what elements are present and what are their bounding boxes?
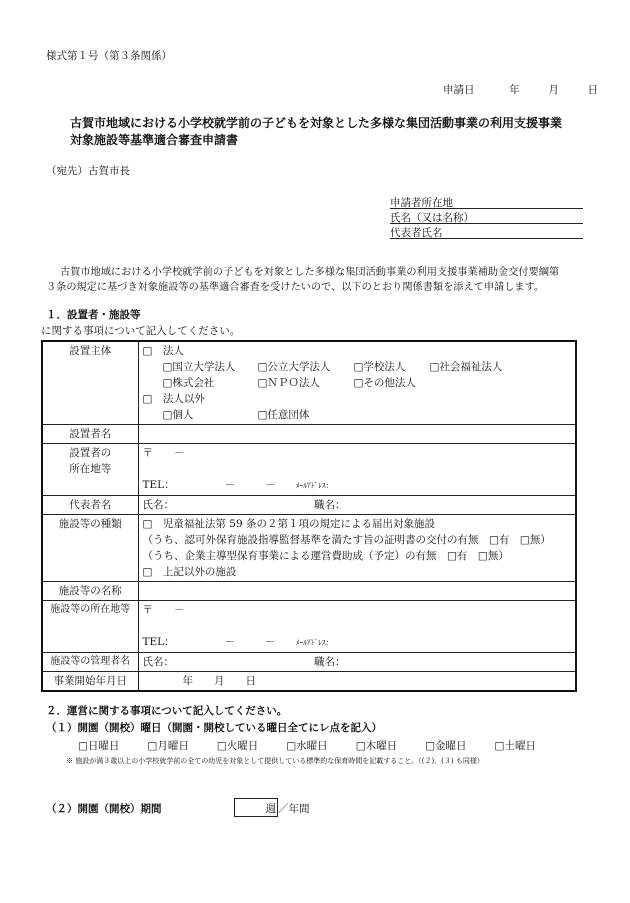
rep-name-label: 氏名： bbox=[142, 499, 174, 511]
founder-mail: ﾒｰﾙｱﾄﾞﾚｽ： bbox=[295, 481, 334, 490]
q2-title: （２）開園（開校）期間 bbox=[46, 803, 162, 815]
body-line-2: ３条の規定に基づき対象施設等の基準適合審査を受けたいので、以下のとおり関係書類を添えて申請します。 bbox=[46, 282, 545, 293]
title-line-2: 対象施設等基準適合審査申請書 bbox=[70, 133, 239, 147]
section2-title: ２．運営に関する事項について記入してください。 bbox=[46, 705, 288, 717]
addressee: （宛先）古賀市長 bbox=[46, 165, 130, 177]
applicant-rep-label: 代表者氏名 bbox=[390, 227, 443, 239]
facility-mail: ﾒｰﾙｱﾄﾞﾚｽ： bbox=[295, 638, 334, 647]
section1-sub: に関する事項について記入してください。 bbox=[41, 325, 241, 337]
date-day: 日 bbox=[587, 84, 599, 96]
founder-addr-label-2: 所在地等 bbox=[69, 463, 112, 475]
manager-name-label: 氏名： bbox=[142, 656, 174, 668]
manager-field[interactable] bbox=[138, 653, 576, 672]
title-line-1: 古賀市地域における小学校就学前の子どもを対象とした多様な集団活動事業の利用支援事業 bbox=[70, 116, 563, 130]
applicant-name-line bbox=[390, 223, 583, 224]
corp-title[interactable]: □ 法人 bbox=[142, 345, 184, 357]
founder-addr-label-1: 設置者の bbox=[69, 447, 112, 459]
type-option-other[interactable]: □ 上記以外の施設 bbox=[142, 566, 237, 578]
body-line-1: 古賀市地域における小学校就学前の子どもを対象とした多様な集団活動事業の利用支援事業補助金交付要綱第 bbox=[60, 267, 560, 278]
rep-title-label: 職名： bbox=[314, 499, 346, 511]
section1-title: １．設置者・施設等 bbox=[46, 309, 141, 321]
applicant-name-label: 氏名（又は名称） bbox=[390, 212, 474, 224]
type-option-1[interactable]: □ 児童福祉法第 59 条の２第１項の規定による届出対象施設 bbox=[142, 518, 435, 530]
day-saturday[interactable]: □土曜日 bbox=[494, 740, 536, 752]
founder-addr-label bbox=[42, 444, 138, 496]
manager-title-label: 職名： bbox=[314, 656, 346, 668]
founder-name-field[interactable] bbox=[138, 425, 576, 444]
facility-postal: 〒 － bbox=[142, 604, 185, 616]
facility-tel-dash-2: － bbox=[265, 636, 276, 648]
founder-tel-dash-1: － bbox=[224, 479, 236, 491]
noncorp-title[interactable]: □ 法人以外 bbox=[142, 393, 205, 405]
facility-addr-label: 施設等の所在地等 bbox=[42, 601, 138, 653]
q2-unit: 週 bbox=[265, 803, 276, 815]
option-npo[interactable]: □ＮＰＯ法人 bbox=[257, 377, 320, 389]
founder-tel: TEL： bbox=[142, 479, 175, 491]
weekday-options bbox=[78, 738, 564, 753]
founder-postal: 〒 － bbox=[142, 447, 185, 459]
date-label: 申請日 bbox=[443, 84, 475, 96]
facility-tel: TEL： bbox=[142, 636, 175, 648]
rep-label: 代表者名 bbox=[42, 496, 138, 515]
note: ※ 施設が満３歳以上の小学校就学前の全ての幼児を対象として提供している標準的な保育時間を記載すること。（(２)、(３) も同様） bbox=[66, 757, 484, 765]
date-year: 年 bbox=[509, 84, 520, 96]
type-option-enterprise[interactable]: （うち、企業主導型保育事業による運営費助成（予定）の有無 □有 □無） bbox=[142, 550, 509, 562]
type-label: 施設等の種類 bbox=[42, 515, 138, 582]
applicant-rep-line bbox=[390, 238, 583, 239]
type-option-certified[interactable]: （うち、認可外保育施設指導監督基準を満たす旨の証明書の交付の有無 □有 □無） bbox=[142, 534, 551, 546]
option-voluntary[interactable]: □任意団体 bbox=[257, 409, 310, 421]
facility-tel-dash-1: － bbox=[224, 636, 236, 648]
date-month: 月 bbox=[548, 84, 559, 96]
founder-options bbox=[138, 341, 576, 425]
start-field[interactable] bbox=[138, 672, 576, 692]
facility-name-label: 施設等の名称 bbox=[42, 582, 138, 601]
day-wednesday[interactable]: □水曜日 bbox=[286, 740, 328, 752]
start-value: 年 月 日 bbox=[182, 675, 256, 687]
founder-row bbox=[42, 341, 576, 425]
option-public-univ[interactable]: □公立大学法人 bbox=[257, 361, 331, 373]
day-monday[interactable]: □月曜日 bbox=[147, 740, 189, 752]
option-social-welfare[interactable]: □社会福祉法人 bbox=[429, 361, 503, 373]
founder-addr-field[interactable] bbox=[138, 444, 576, 496]
day-tuesday[interactable]: □火曜日 bbox=[216, 740, 259, 752]
founder-label: 設置主体 bbox=[42, 341, 138, 425]
q2-weeks-input[interactable] bbox=[234, 798, 278, 817]
q2-suffix: ／年間 bbox=[278, 803, 310, 815]
option-individual[interactable]: □個人 bbox=[162, 409, 194, 421]
type-options bbox=[138, 515, 576, 582]
option-kabushiki[interactable]: □株式会社 bbox=[162, 377, 215, 389]
founder-name-label: 設置者名 bbox=[42, 425, 138, 444]
manager-label: 施設等の管理者名 bbox=[42, 653, 138, 672]
start-label: 事業開始年月日 bbox=[42, 672, 138, 692]
option-school-corp[interactable]: □学校法人 bbox=[353, 361, 406, 373]
date-line bbox=[443, 82, 598, 97]
founder-tel-dash-2: － bbox=[265, 479, 276, 491]
founder-table bbox=[41, 340, 577, 692]
day-sunday[interactable]: □日曜日 bbox=[78, 740, 120, 752]
form-number: 様式第１号（第３条関係） bbox=[46, 50, 172, 62]
facility-name-field[interactable] bbox=[138, 582, 576, 601]
option-other-corp[interactable]: □その他法人 bbox=[353, 377, 416, 389]
option-national-univ[interactable]: □国立大学法人 bbox=[162, 361, 236, 373]
applicant-address-line bbox=[390, 208, 583, 209]
rep-field[interactable] bbox=[138, 496, 576, 515]
day-thursday[interactable]: □木曜日 bbox=[355, 740, 398, 752]
q1-title: （１）開園（開校）曜日（開園・開校している曜日全てにレ点を記入） bbox=[46, 722, 382, 734]
facility-addr-field[interactable] bbox=[138, 601, 576, 653]
applicant-address-label: 申請者所在地 bbox=[390, 197, 453, 209]
day-friday[interactable]: □金曜日 bbox=[425, 740, 467, 752]
